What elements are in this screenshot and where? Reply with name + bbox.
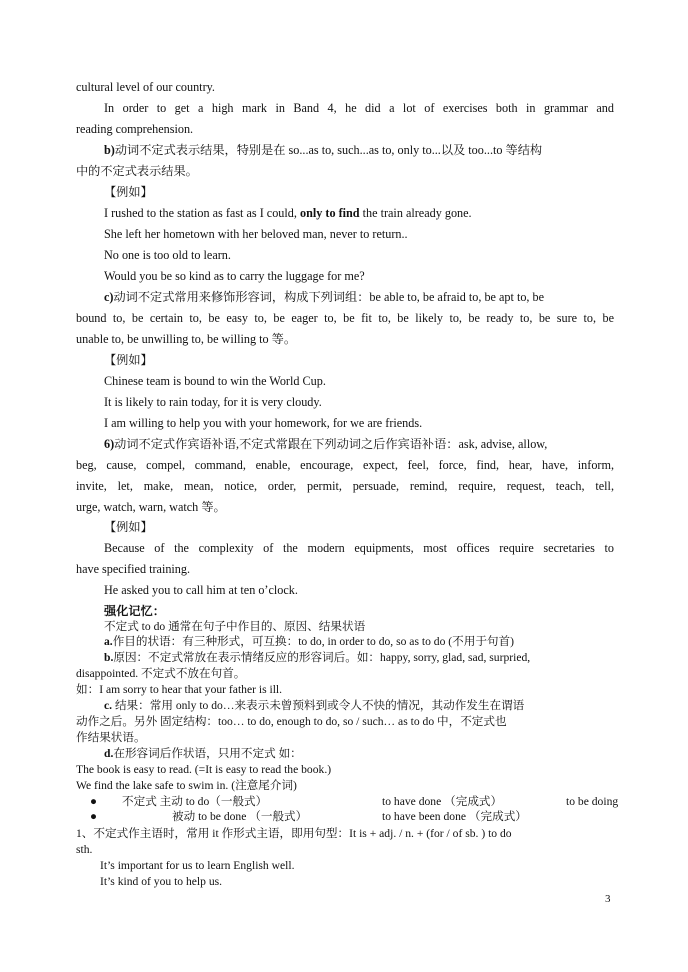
point-a xyxy=(104,634,614,649)
text-line: 不定式 to do 通常在句子中作目的、原因、结果状语 xyxy=(104,620,366,633)
example-line: Because of the complexity of the modern equipments, most offices require secretaries to xyxy=(104,541,614,555)
text: the train already gone. xyxy=(359,206,472,220)
label-c2: c. xyxy=(104,699,113,712)
text-line: cultural level of our country. xyxy=(76,80,215,94)
example-line: Would you be so kind as to carry the luggage for me? xyxy=(104,269,365,283)
section-6-heading xyxy=(104,437,614,452)
text-line: unable to, be unwilling to, be willing to 等。 xyxy=(76,332,297,346)
section-b-heading xyxy=(104,143,614,158)
example-line: It’s kind of you to help us. xyxy=(100,875,223,888)
label-a: a. xyxy=(104,635,113,648)
example-line: I am willing to help you with your homework, for we are friends. xyxy=(104,416,423,430)
example-label: 【例如】 xyxy=(104,520,153,534)
text-line: urge, watch, warn, watch 等。 xyxy=(76,500,226,514)
text-line: disappointed. 不定式不放在句首。 xyxy=(76,667,246,680)
label-b: b) xyxy=(104,143,115,157)
text: 动词不定式常用来修饰形容词，构成下列词组：be able to, be afraid to, be apt to, be xyxy=(113,290,545,304)
text-line: have specified training. xyxy=(76,562,191,576)
text-line: In order to get a high mark in Band 4, he did a lot of exercises both in grammar and xyxy=(104,101,614,115)
text-line: invite, let, make, mean, notice, order, permit, persuade, remind, require, request, teach, tell, xyxy=(76,479,614,493)
text-line: sth. xyxy=(76,843,93,856)
bullet-icon: ● xyxy=(90,810,98,823)
text-line: beg, cause, compel, command, enable, encourage, expect, feel, force, find, hear, have, inform, xyxy=(76,458,614,472)
example-line xyxy=(104,206,614,221)
text: 结果：常用 only to do…来表示未曾预料到或令人不快的情况，其动作发生在谓语 xyxy=(112,699,525,712)
label-b2: b. xyxy=(104,651,114,664)
example-line: He asked you to call him at ten o’clock. xyxy=(104,583,298,597)
example-line: Chinese team is bound to win the World Cup. xyxy=(104,374,326,388)
bullet-text: to have done （完成式） xyxy=(382,795,503,808)
text: 在形容词后作状语，只用不定式 如： xyxy=(113,747,302,760)
example-label: 【例如】 xyxy=(104,185,153,199)
section-c-heading xyxy=(104,290,614,305)
text-line: 1、不定式作主语时，常用 it 作形式主语，即用句型：It is + adj. / n. + (for / of sb. ) to do xyxy=(76,827,512,840)
text: 动词不定式表示结果，特别是在 so...as to, such...as to, only to...以及 too...to 等结构 xyxy=(114,143,543,157)
bullet-text: 不定式 主动 to do（一般式） xyxy=(122,795,268,808)
label-d: d. xyxy=(104,747,114,760)
text-line: 动作之后。另外 固定结构：too… to do, enough to do, so / such… as to do 中，不定式也 xyxy=(76,715,507,728)
text-line: We find the lake safe to swim in. (注意尾介词) xyxy=(76,779,297,792)
example-line: No one is too old to learn. xyxy=(104,248,231,262)
bullet-text: to be doing xyxy=(566,795,619,808)
text-line: The book is easy to read. (=It is easy to read the book.) xyxy=(76,763,332,776)
text-line: 如：I am sorry to hear that your father is ill. xyxy=(76,683,283,696)
example-line: It is likely to rain today, for it is very cloudy. xyxy=(104,395,322,409)
example-label: 【例如】 xyxy=(104,353,153,367)
text: 动词不定式作宾语补语,不定式常跟在下列动词之后作宾语补语：ask, advise, allow, xyxy=(114,437,548,451)
bullet-text: 被动 to be done （一般式） xyxy=(172,810,308,823)
text-line: 中的不定式表示结果。 xyxy=(76,164,198,178)
point-c xyxy=(104,698,614,713)
point-b xyxy=(104,650,614,665)
example-line: She left her hometown with her beloved man, never to return.. xyxy=(104,227,408,241)
label-6: 6) xyxy=(104,437,115,451)
example-line: It’s important for us to learn English well. xyxy=(100,859,295,872)
text: I rushed to the station as fast as I could, xyxy=(104,206,300,220)
bullet-icon: ● xyxy=(90,795,98,808)
text-line: reading comprehension. xyxy=(76,122,194,136)
text-line: 作结果状语。 xyxy=(76,731,146,744)
text-line: bound to, be certain to, be easy to, be eager to, be fit to, be likely to, be ready to, be sure to, be xyxy=(76,311,614,325)
page-number: 3 xyxy=(605,893,611,905)
memory-heading: 强化记忆： xyxy=(104,604,165,618)
label-c: c) xyxy=(104,290,114,304)
point-d xyxy=(104,746,614,761)
text: 原因：不定式常放在表示情绪反应的形容词后。如：happy, sorry, glad, sad, surpried, xyxy=(113,651,531,664)
text: 作目的状语：有三种形式，可互换：to do, in order to do, so as to do (不用于句首) xyxy=(112,635,514,648)
bullet-text: to have been done （完成式） xyxy=(382,810,527,823)
bold-phrase: only to find xyxy=(299,206,360,220)
